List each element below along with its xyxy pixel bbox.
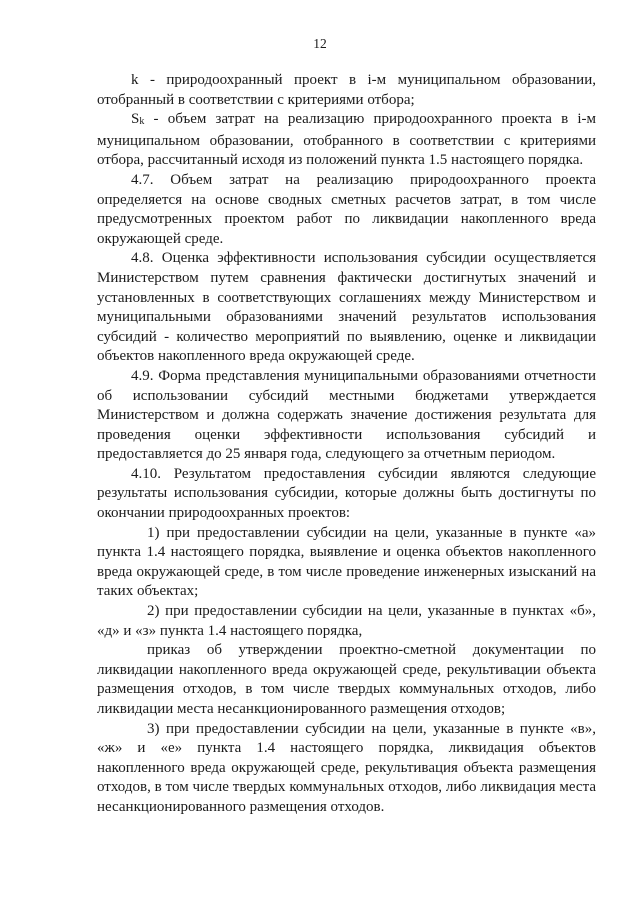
paragraph-4-10: 4.10. Результатом предоставления субсидии являются следующие результаты использования субсидии, которые должны быть достигнуты по окончании природоохранных проектов:	[97, 465, 596, 522]
paragraph-4-9: 4.9. Форма представления муниципальными образованиями отчетности об использовании субсидий местными бюджетами утверждается Министерством и должна содержать значение достижения результата для проведения оценки эффективности использования субсидий и предоставляется до 25 января года, следующего за отчетным периодом.	[97, 367, 596, 463]
formula-subscript: k	[139, 116, 145, 128]
paragraph-4-8: 4.8. Оценка эффективности использования субсидии осуществляется Министерством путем сравнения фактически достигнутых значений и установленных в соответствующих соглашениях между Министерством и муниципальными образованиями значений результатов использования субсидий - количество мероприятий по выявлению, оценке и ликвидации объектов накопленного вреда окружающей среде.	[97, 250, 596, 365]
paragraph-sk-text: - объем затрат на реализацию природоохранного проекта в i-м муниципальном образовании, отобранного в соответствии с критериями отбора, рассчитанный исходя из положений пункта 1.5 настоящего порядка.	[97, 111, 596, 169]
document-body	[97, 71, 596, 818]
formula-symbol: S	[131, 111, 140, 128]
page-number: 12	[313, 36, 327, 51]
list-item-1: 1) при предоставлении субсидии на цели, указанные в пункте «а» пункта 1.4 настоящего порядка, выявление и оценка объектов накопленного вреда окружающей среде, в том числе проведение инженерных изысканий на таких объектах;	[97, 524, 596, 600]
paragraph-order-approval: приказ об утверждении проектно-сметной документации по ликвидации накопленного вреда окружающей среде, рекультивации объекта размещения отходов, в том числе твердых коммунальных отходов, либо ликвидации места несанкционированного размещения отходов;	[97, 642, 596, 717]
paragraph-sk-definition	[97, 110, 596, 171]
paragraph-k-definition: k - природоохранный проект в i-м муниципальном образовании, отобранный в соответствии с критериями отбора;	[97, 72, 596, 108]
list-item-2: 2) при предоставлении субсидии на цели, указанные в пунктах «б», «д» и «з» пункта 1.4 настоящего порядка,	[97, 603, 596, 639]
paragraph-4-7: 4.7. Объем затрат на реализацию природоохранного проекта определяется на основе сводных сметных расчетов затрат, в том числе предусмотренных проектом работ по ликвидации накопленного вреда окружающей среде.	[97, 171, 596, 247]
list-item-3: 3) при предоставлении субсидии на цели, указанные в пункте «в», «ж» и «е» пункта 1.4 настоящего порядка, ликвидация объектов накопленного вреда окружающей среде, рекультивация объекта размещения отходов, в том числе твердых коммунальных отходов, либо ликвидация места несанкционированного размещения отходов.	[97, 720, 596, 815]
